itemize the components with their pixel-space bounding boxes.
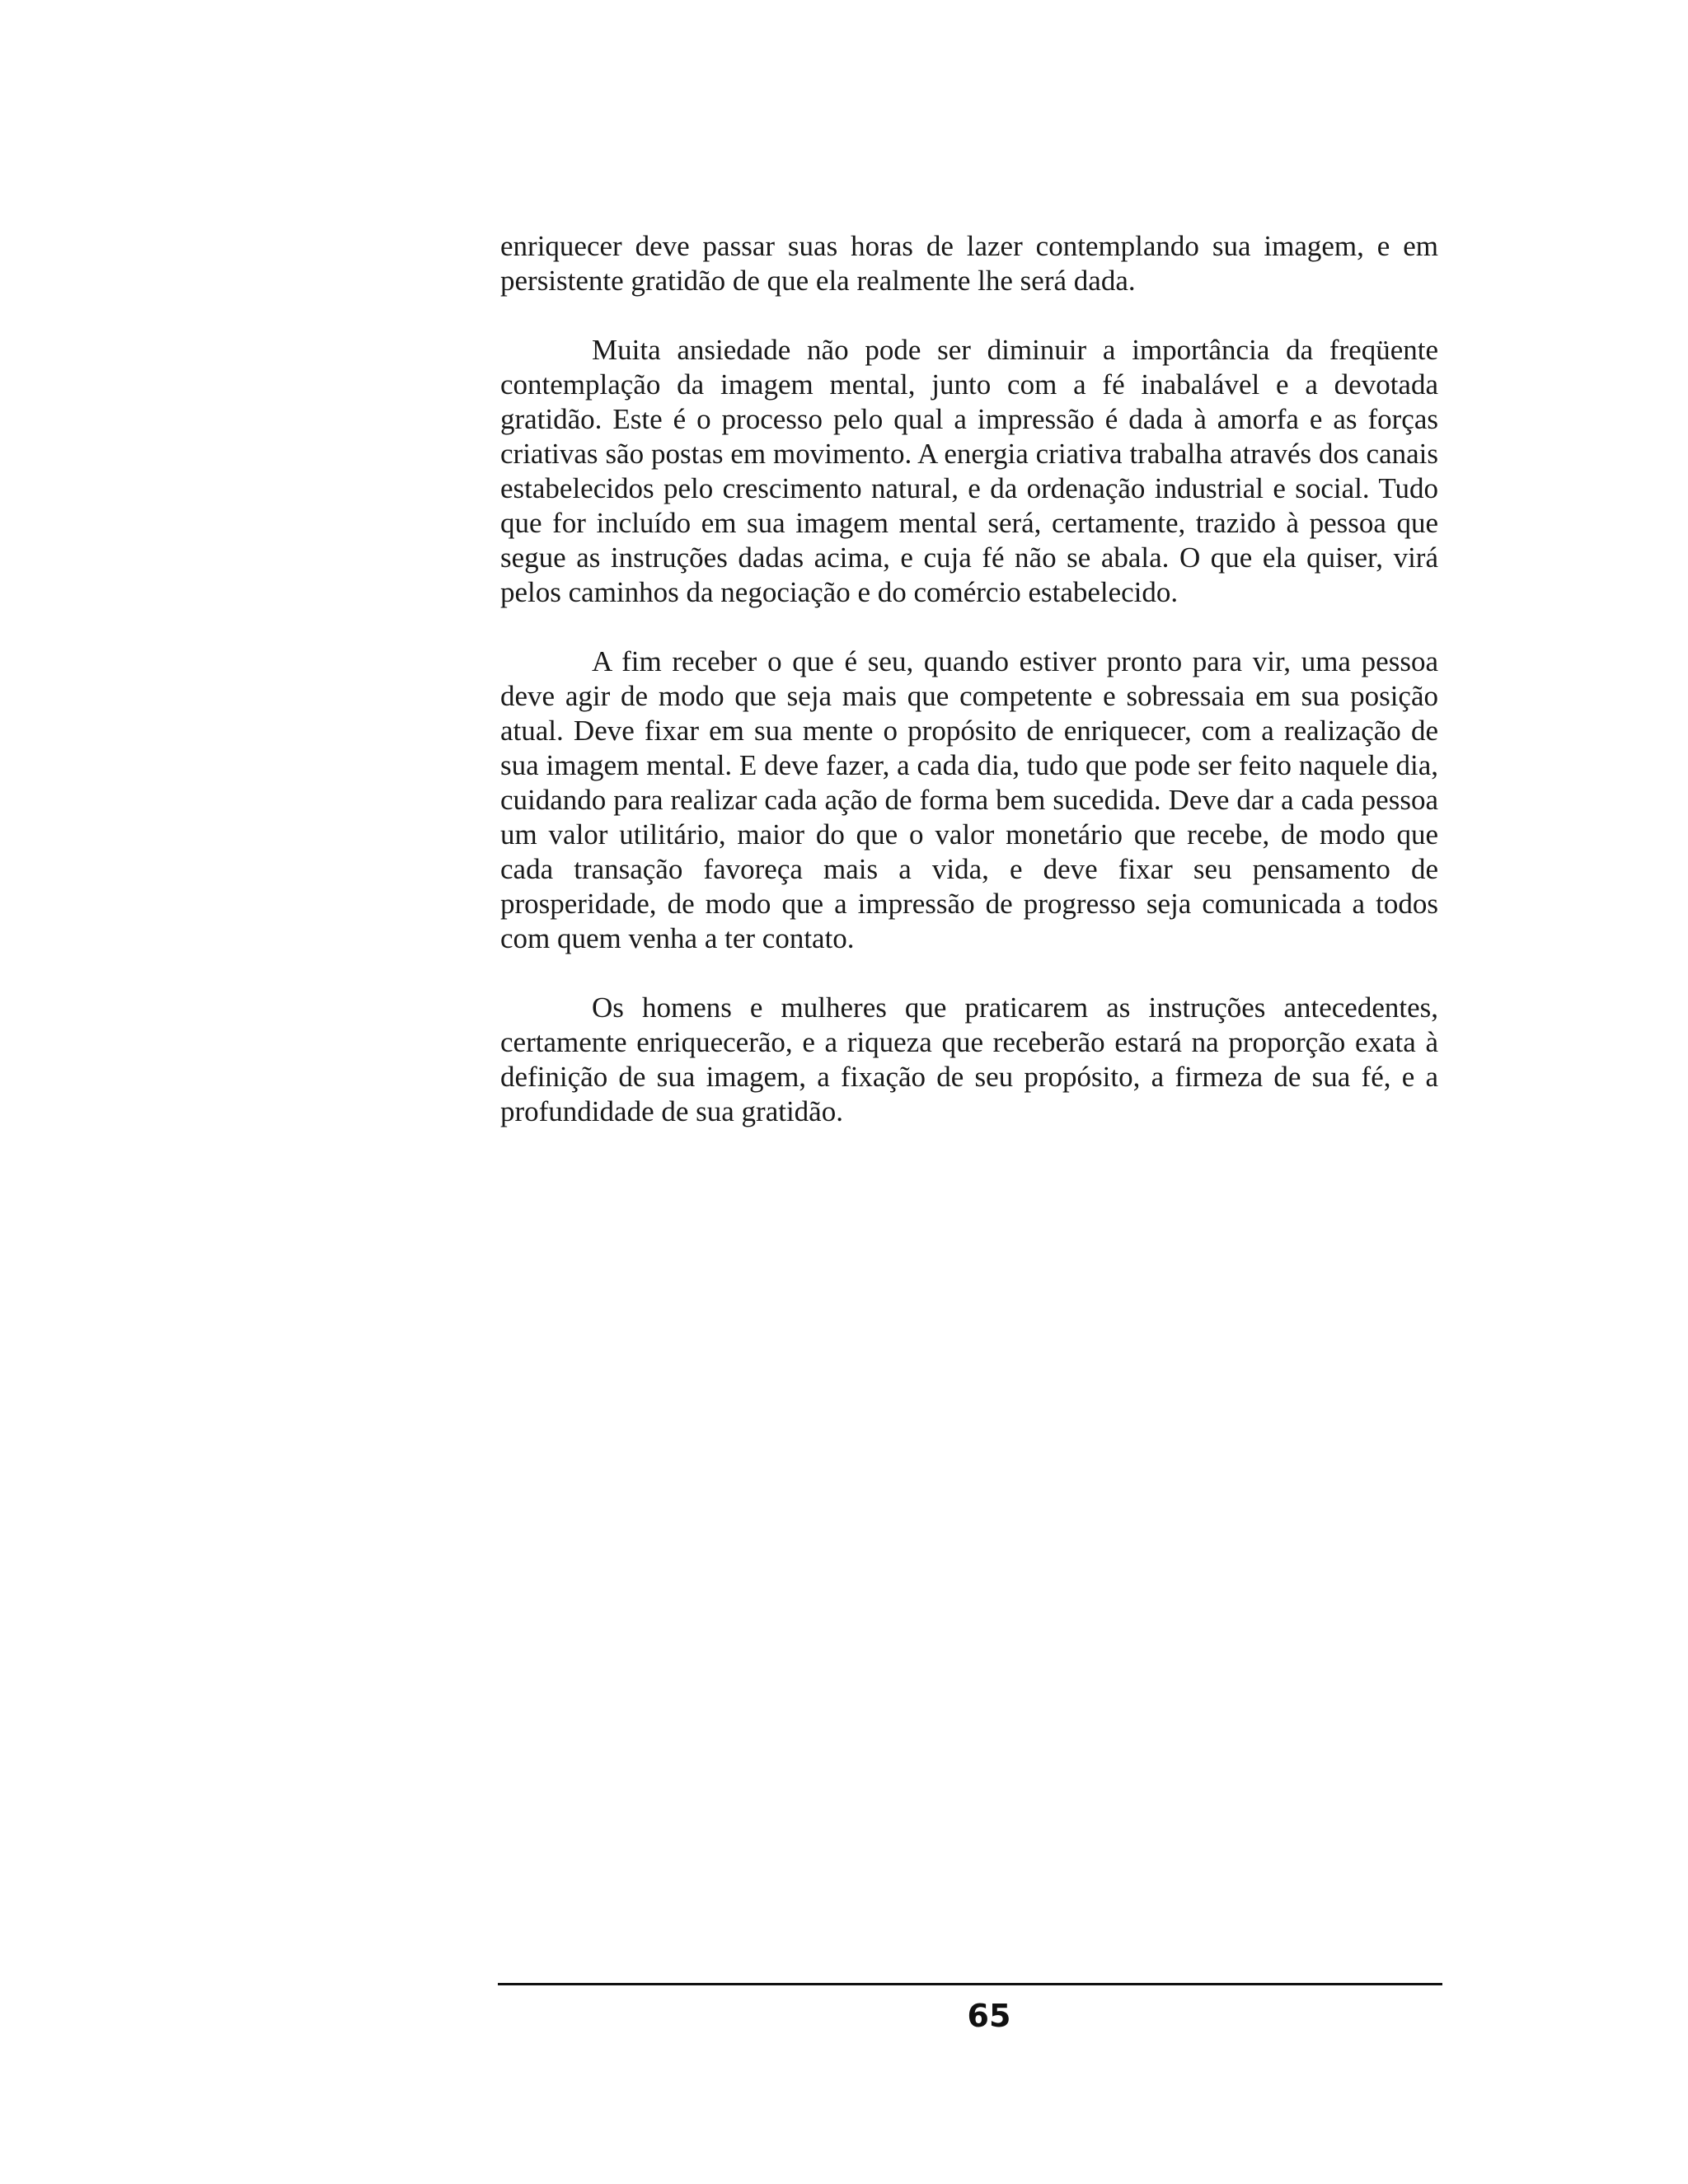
body-text — [500, 229, 1438, 1164]
paragraph-continuation: enriquecer deve passar suas horas de lazer contemplando sua imagem, e em persistente gratidão de que ela realmente lhe será dada. — [500, 230, 1438, 297]
footer-divider — [498, 1983, 1442, 1985]
paragraph: Muita ansiedade não pode ser diminuir a importância da freqüente contemplação da imagem mental, junto com a fé inabalável e a devotada gratidão. Este é o processo pelo qual a impressão é dada à amorfa e as forças criativas são postas em movimento. A energia criativa trabalha através dos canais estabelecidos pelo crescimento natural, e da ordenação industrial e social. Tudo que for incluído em sua imagem mental será, certamente, trazido à pessoa que segue as instruções dadas acima, e cuja fé não se abala. O que ela quiser, virá pelos caminhos da negociação e do comércio estabelecido. — [500, 334, 1438, 608]
paragraph: Os homens e mulheres que praticarem as instruções antecedentes, certamente enriquecerão, e a riqueza que receberão estará na proporção exata à definição de sua imagem, a fixação de seu propósito, a firmeza de sua fé, e a profundidade de sua gratidão. — [500, 991, 1438, 1127]
page-number: 65 — [967, 1998, 1011, 2034]
paragraph: A fim receber o que é seu, quando estiver pronto para vir, uma pessoa deve agir de modo que seja mais que competente e sobressaia em sua posição atual. Deve fixar em sua mente o propósito de enriquecer, com a realização de sua imagem mental. E deve fazer, a cada dia, tudo que pode ser feito naquele dia, cuidando para realizar cada ação de forma bem sucedida. Deve dar a cada pessoa um valor utilitário, maior do que o valor monetário que recebe, de modo que cada transação favoreça mais a vida, e deve fixar seu pensamento de prosperidade, de modo que a impressão de progresso seja comunicada a todos com quem venha a ter contato. — [500, 645, 1438, 954]
